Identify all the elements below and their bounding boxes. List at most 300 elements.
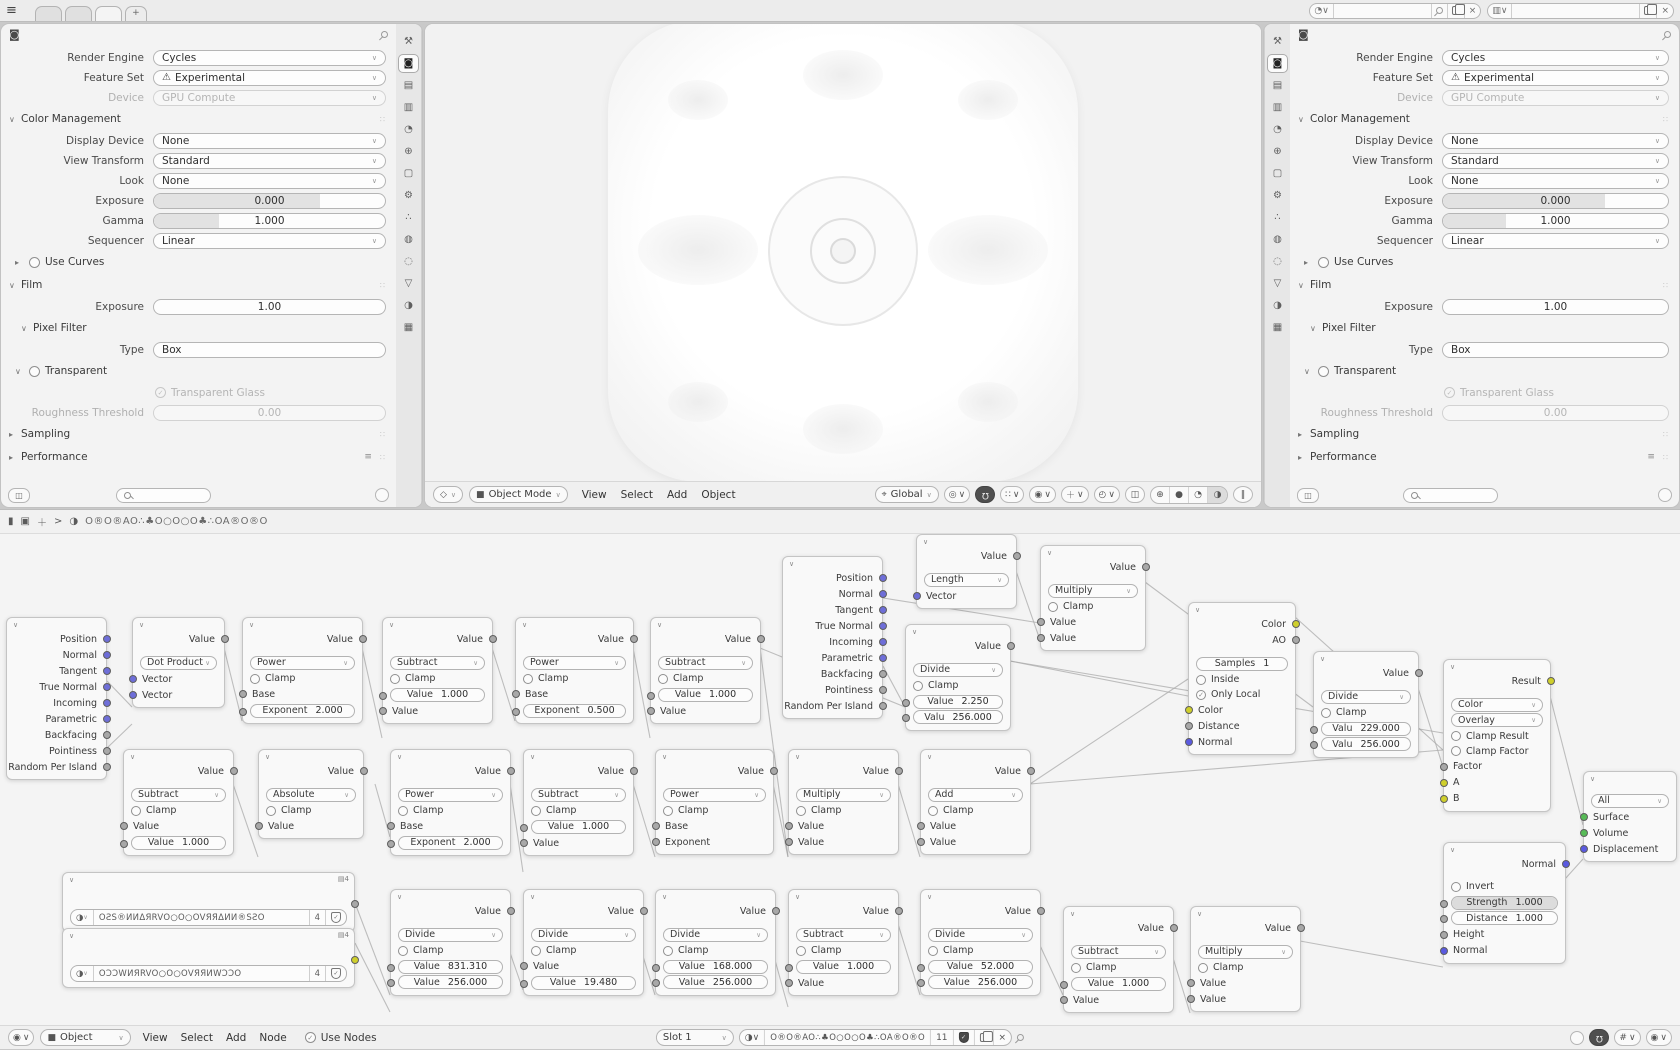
output-socket-value[interactable] [1027,767,1035,775]
collapse-chevron-icon[interactable]: ∨ [69,931,75,940]
section-performance[interactable] [1290,447,1679,467]
collapse-chevron-icon[interactable]: ∨ [789,559,795,568]
menu-object[interactable]: Object [701,488,736,501]
collapse-chevron-icon[interactable]: ∨ [1590,774,1596,783]
section-use-curves[interactable] [1,252,396,272]
input-socket-value[interactable] [520,824,528,832]
properties-tab-material[interactable] [398,296,419,315]
math-divide-node[interactable] [390,889,511,996]
mode-dropdown[interactable]: ■ Object Mode ∨ [469,486,568,503]
datablock-selector[interactable] [70,965,347,982]
shading-material-preview-icon[interactable]: ◔ [1189,487,1208,503]
value-field[interactable] [1071,977,1166,991]
output-socket-value[interactable] [230,767,238,775]
shading-solid-icon[interactable]: ● [1170,487,1189,503]
menu-add[interactable]: Add [667,488,688,501]
output-socket-normal[interactable] [1562,860,1570,868]
output-socket-ao[interactable] [1292,636,1300,644]
input-socket-color[interactable] [1185,706,1193,714]
datablock-node[interactable] [62,928,355,988]
input-socket-value[interactable] [647,707,655,715]
exposure-field[interactable] [153,299,386,315]
checkbox-clamp[interactable] [663,806,673,816]
checkbox-clamp[interactable] [928,946,938,956]
operation-dropdown[interactable] [1451,698,1543,712]
input-socket-value[interactable] [1037,634,1045,642]
scene-copy-icon[interactable] [1448,4,1465,18]
workspace-tab-1[interactable] [35,6,62,21]
type-field[interactable] [1442,342,1669,358]
samples-field[interactable] [1196,657,1288,671]
material-copy-icon[interactable] [975,1030,994,1045]
look-field[interactable] [1442,173,1669,189]
input-socket-vector[interactable] [129,675,137,683]
math-power-node[interactable] [515,617,634,724]
operation-dropdown[interactable] [1198,945,1293,959]
input-socket-value[interactable] [902,699,910,707]
output-socket-pointiness[interactable] [879,686,887,694]
ambient-occlusion-node[interactable] [1188,602,1296,755]
properties-tab-scene[interactable] [1267,120,1288,139]
collapse-chevron-icon[interactable]: ∨ [1450,845,1456,854]
operation-dropdown[interactable] [1321,690,1411,704]
input-socket-normal[interactable] [1185,738,1193,746]
shading-wireframe-icon[interactable]: ⊕ [1151,487,1170,503]
transform-orientation-dropdown[interactable]: ⌖ Global ∨ [875,486,939,503]
output-socket-value[interactable] [895,767,903,775]
input-socket-a[interactable] [1440,779,1448,787]
properties-tab-particles[interactable] [398,208,419,227]
output-socket-value[interactable] [1037,907,1045,915]
exposure-field[interactable] [153,193,386,209]
input-socket-value[interactable] [652,964,660,972]
input-socket-height[interactable] [1440,931,1448,939]
section-sampling[interactable] [1,424,396,444]
collapse-chevron-icon[interactable]: ∨ [1195,605,1201,614]
properties-tab-texture[interactable] [398,318,419,337]
checkbox-inside[interactable] [1196,675,1206,685]
input-socket-exponent[interactable] [239,708,247,716]
input-socket-vector[interactable] [913,592,921,600]
input-socket-surface[interactable] [1580,813,1588,821]
editor-type-dropdown[interactable]: ◇ ∨ [433,486,463,503]
roughness-threshold-field[interactable] [153,405,386,421]
render-engine-field[interactable] [1442,50,1669,66]
valu-field[interactable] [1321,737,1411,751]
shader-type-dropdown[interactable]: ■ Object ∨ [40,1029,130,1046]
math-subtract-node[interactable] [523,749,634,856]
collapse-chevron-icon[interactable]: ∨ [139,620,145,629]
value-field[interactable] [390,688,485,702]
scene-name-field[interactable] [1334,4,1432,18]
roughness-threshold-field[interactable] [1442,405,1669,421]
output-socket-value[interactable] [1297,924,1305,932]
input-socket-valu[interactable] [902,714,910,722]
input-socket-value[interactable] [917,822,925,830]
scene-unlink-icon[interactable]: × [1468,5,1477,16]
input-socket-distance[interactable] [1185,722,1193,730]
math-multiply-node[interactable] [788,749,899,855]
checkbox[interactable] [1318,257,1329,268]
operation-dropdown[interactable] [266,788,356,802]
exposure-field[interactable] [1442,299,1669,315]
menu-select[interactable]: Select [620,488,654,501]
math-divide-node[interactable] [655,889,776,996]
output-socket-value[interactable] [757,635,765,643]
look-field[interactable] [153,173,386,189]
output-socket-value[interactable] [507,907,515,915]
properties-tab-physics[interactable] [398,230,419,249]
math-divide-node[interactable] [1313,651,1419,758]
input-socket-value[interactable] [387,979,395,987]
input-socket-valu[interactable] [1310,741,1318,749]
value-field[interactable] [913,695,1003,709]
exponent-field[interactable] [250,704,355,718]
output-socket-backfacing[interactable] [879,670,887,678]
output-socket-normal[interactable] [103,651,111,659]
operation-dropdown[interactable] [1071,945,1166,959]
collapse-chevron-icon[interactable]: ∨ [522,620,528,629]
checkbox-clamp[interactable] [390,674,400,684]
workspace-tab-3-active[interactable] [95,6,122,21]
viewport-canvas[interactable] [425,24,1261,507]
checkbox-clamp[interactable] [913,681,923,691]
feature-set-field[interactable] [1442,70,1669,86]
output-socket-tangent[interactable] [103,667,111,675]
input-socket-b[interactable] [1440,795,1448,803]
viewport-3d[interactable] [424,23,1262,508]
datablock-name-field[interactable]: OƆƆWИЯRVO○O○OVЯЯИWƆƆO [94,966,310,981]
output-socket-value[interactable] [630,767,638,775]
input-socket-value[interactable] [647,692,655,700]
output-socket-result[interactable] [1547,677,1555,685]
render-engine-field[interactable] [153,50,386,66]
proportional-editing-dropdown[interactable]: ◉ ∨ [1029,486,1055,503]
input-socket-value[interactable] [520,839,528,847]
workspace-tab-2[interactable] [65,6,92,21]
device-field[interactable] [1442,90,1669,106]
input-socket-value[interactable] [785,838,793,846]
input-socket-value[interactable] [520,962,528,970]
input-socket-base[interactable] [512,690,520,698]
checkbox-clamp[interactable] [531,806,541,816]
input-socket-value[interactable] [1187,995,1195,1003]
output-socket-value[interactable] [1007,642,1015,650]
input-socket-base[interactable] [239,690,247,698]
input-socket-exponent[interactable] [387,840,395,848]
checkbox[interactable] [29,366,40,377]
math-subtract-node[interactable] [123,749,234,856]
checkbox-clamp[interactable] [250,674,260,684]
section-performance[interactable] [1,447,396,467]
output-socket-parametric[interactable] [879,654,887,662]
checkbox-clamp[interactable] [1198,963,1208,973]
viewlayer-icon[interactable]: ▥ ∨ [1488,4,1512,18]
properties-tab-view-layer[interactable] [1267,98,1288,117]
math-power-node[interactable] [242,617,363,724]
operation-dropdown[interactable] [1048,584,1138,598]
section-transparent[interactable] [1290,361,1679,381]
output-socket-value[interactable] [895,907,903,915]
snap-magnet-icon[interactable]: Ω [975,486,995,503]
input-socket-value[interactable] [785,979,793,987]
output-socket-random-per-island[interactable] [879,702,887,710]
input-socket-value[interactable] [379,707,387,715]
pin-icon[interactable] [380,29,390,39]
material-output-node[interactable] [1583,771,1677,862]
presets-icon[interactable]: ≡ [1647,452,1655,462]
collapse-chevron-icon[interactable]: ∨ [923,537,929,546]
input-socket-strength[interactable] [1440,900,1448,908]
checkbox-clamp[interactable] [1048,602,1058,612]
operation-dropdown[interactable] [796,788,891,802]
fake-user-shield-icon[interactable]: ✓ [326,966,346,981]
collapse-chevron-icon[interactable]: ∨ [912,627,918,636]
collapse-chevron-icon[interactable]: ∨ [657,620,663,629]
value-field[interactable] [531,820,626,834]
operation-dropdown[interactable] [398,928,503,942]
add-workspace-tab[interactable]: + [125,6,147,21]
value-field[interactable] [131,836,226,850]
fake-user-shield-icon[interactable]: ✓ [326,910,346,925]
properties-tab-texture[interactable] [1267,318,1288,337]
input-socket-value[interactable] [917,838,925,846]
math-divide-node[interactable] [920,889,1041,996]
display-device-field[interactable] [153,133,386,149]
collapse-chevron-icon[interactable]: ∨ [530,892,536,901]
menu-add[interactable]: Add [226,1031,247,1044]
properties-tab-world[interactable] [398,142,419,161]
valu-field[interactable] [1321,722,1411,736]
section-film[interactable] [1,275,396,295]
properties-tab-physics[interactable] [1267,230,1288,249]
section-pixel-filter[interactable] [1,318,396,338]
properties-tab-output[interactable] [398,76,419,95]
datablock-users-count[interactable]: 4 [310,966,326,981]
output-socket-parametric[interactable] [103,715,111,723]
node-canvas[interactable] [0,534,1680,1025]
collapse-chevron-icon[interactable]: ∨ [265,752,271,761]
output-socket[interactable] [351,956,359,964]
material-unlink-icon[interactable]: × [998,1032,1007,1043]
valu-field[interactable] [913,710,1003,724]
properties-tab-constraints[interactable] [1267,252,1288,271]
output-socket-value[interactable] [360,767,368,775]
checkbox-only-local[interactable]: ✓ [1196,690,1206,700]
collapse-chevron-icon[interactable]: ∨ [1070,909,1076,918]
device-field[interactable] [153,90,386,106]
output-socket-incoming[interactable] [879,638,887,646]
operation-dropdown[interactable] [1451,713,1543,727]
datablock-icon[interactable]: ◑ ∨ [71,966,94,981]
datablock-selector[interactable] [70,909,347,926]
output-socket-incoming[interactable] [103,699,111,707]
operation-dropdown[interactable] [131,788,226,802]
use-nodes-checkbox[interactable]: ✓ Use Nodes [303,1032,377,1044]
operation-dropdown[interactable] [523,656,626,670]
output-socket-value[interactable] [221,635,229,643]
section-pixel-filter[interactable] [1290,318,1679,338]
input-socket-value[interactable] [387,964,395,972]
properties-tab-tool[interactable] [1267,32,1288,51]
properties-tab-scene[interactable] [398,120,419,139]
search-input[interactable] [116,488,211,503]
output-socket-value[interactable] [1142,563,1150,571]
fake-user-shield-icon[interactable]: ✓ [954,1030,975,1045]
output-socket-value[interactable] [507,767,515,775]
checkbox-clamp[interactable] [131,806,141,816]
input-socket-value[interactable] [917,964,925,972]
input-socket-value[interactable] [652,979,660,987]
output-socket-pointiness[interactable] [103,747,111,755]
input-socket-exponent[interactable] [652,838,660,846]
output-socket-value[interactable] [630,635,638,643]
collapse-chevron-icon[interactable]: ∨ [662,752,668,761]
snap-target-dropdown[interactable]: # ∨ [1614,1029,1640,1046]
input-socket-value[interactable] [1187,979,1195,987]
section-sampling[interactable] [1290,424,1679,444]
section-film[interactable] [1290,275,1679,295]
properties-tab-output[interactable] [1267,76,1288,95]
collapse-chevron-icon[interactable]: ∨ [927,892,933,901]
input-socket-exponent[interactable] [512,708,520,716]
datablock-name-field[interactable]: OƧS®ИИΔЯRVO○O○OVЯЯΔИИ®SƧO [94,910,310,925]
input-socket-value[interactable] [120,822,128,830]
checkbox-transparent-glass[interactable]: ✓ [1444,387,1455,398]
scene-icon[interactable]: ◔ ∨ [1310,4,1333,18]
collapse-chevron-icon[interactable]: ∨ [397,752,403,761]
input-socket-volume[interactable] [1580,829,1588,837]
output-socket-value[interactable] [1013,552,1021,560]
checkbox[interactable] [29,257,40,268]
viewlayer-remove-icon[interactable]: × [1661,5,1669,16]
exponent-field[interactable] [523,704,626,718]
properties-tab-particles[interactable] [1267,208,1288,227]
snap-settings-dropdown[interactable]: ∷ ∨ [1000,486,1024,503]
operation-dropdown[interactable] [531,788,626,802]
menu-node[interactable]: Node [259,1031,287,1044]
strength-field[interactable] [1451,896,1558,910]
input-socket-value[interactable] [1060,981,1068,989]
properties-tab-world[interactable] [1267,142,1288,161]
collapse-chevron-icon[interactable]: ∨ [795,752,801,761]
bump-node[interactable] [1443,842,1566,964]
value-field[interactable] [928,960,1033,974]
checkbox[interactable] [1318,366,1329,377]
checkbox-clamp-result[interactable] [1451,731,1461,741]
app-menu-icon[interactable]: ≡ [6,3,17,18]
checkbox-clamp[interactable] [796,806,806,816]
section-use-curves[interactable] [1290,252,1679,272]
collapse-chevron-icon[interactable]: ∨ [397,892,403,901]
output-socket-backfacing[interactable] [103,731,111,739]
value-field[interactable] [658,688,753,702]
section-transparent[interactable] [1,361,396,381]
sequencer-field[interactable] [153,233,386,249]
math-absolute-node[interactable] [258,749,364,839]
operation-dropdown[interactable] [663,788,766,802]
properties-tab-modifiers[interactable] [1267,186,1288,205]
output-socket-value[interactable] [1170,924,1178,932]
output-socket-normal[interactable] [879,590,887,598]
output-socket-value[interactable] [1415,669,1423,677]
feature-set-field[interactable] [153,70,386,86]
collapse-chevron-icon[interactable]: ∨ [1450,662,1456,671]
input-socket-value[interactable] [379,692,387,700]
gamma-field[interactable] [1442,213,1669,229]
properties-tab-view-layer[interactable] [398,98,419,117]
value-field[interactable] [928,975,1033,989]
exposure-field[interactable] [1442,193,1669,209]
collapse-chevron-icon[interactable]: ∨ [795,892,801,901]
distance-field[interactable] [1451,911,1558,925]
collapse-chevron-icon[interactable]: ∨ [13,620,19,629]
operation-dropdown[interactable] [390,656,485,670]
math-add-node[interactable] [920,749,1031,855]
input-socket-value[interactable] [1060,996,1068,1004]
input-socket-base[interactable] [652,822,660,830]
value-field[interactable] [531,976,636,990]
gamma-field[interactable] [153,213,386,229]
xray-toggle-icon[interactable]: ◫ [1125,486,1145,503]
math-power-node[interactable] [390,749,511,856]
input-socket-normal[interactable] [1440,947,1448,955]
pause-render-button[interactable]: ‖ [1233,486,1253,503]
editor-type-dropdown[interactable]: ◉ ∨ [8,1029,34,1046]
collapse-chevron-icon[interactable]: ∨ [389,620,395,629]
view-transform-field[interactable] [153,153,386,169]
slot-dropdown[interactable]: Slot 1 ∨ [656,1029,734,1046]
input-socket-vector[interactable] [129,691,137,699]
input-socket-value[interactable] [255,822,263,830]
collapse-chevron-icon[interactable]: ∨ [1197,909,1203,918]
viewlayer-name-field[interactable] [1512,4,1640,18]
input-socket-factor[interactable] [1440,763,1448,771]
viewlayer-selector[interactable] [1487,3,1674,19]
math-divide-node[interactable] [523,889,644,996]
output-socket-value[interactable] [359,635,367,643]
checkbox-clamp[interactable] [658,674,668,684]
show-gizmo-dropdown[interactable]: ＋ ∨ [1061,486,1089,503]
output-socket-value[interactable] [770,767,778,775]
checkbox-clamp[interactable] [531,946,541,956]
datablock-node[interactable] [62,872,355,932]
math-divide-node[interactable] [905,624,1011,731]
collapse-chevron-icon[interactable]: ∨ [1320,654,1326,663]
operation-dropdown[interactable] [928,928,1033,942]
menu-view[interactable]: View [142,1031,168,1044]
value-field[interactable] [398,960,503,974]
presets-icon[interactable]: ≡ [364,452,372,462]
checkbox-invert[interactable] [1451,882,1461,892]
operation-dropdown[interactable] [924,573,1009,587]
output-socket-true-normal[interactable] [103,683,111,691]
input-socket-base[interactable] [387,822,395,830]
exponent-field[interactable] [398,836,503,850]
output-socket-random-per-island[interactable] [103,763,111,771]
properties-tab-constraints[interactable] [398,252,419,271]
viewlayer-copy-icon[interactable] [1640,4,1657,18]
type-field[interactable] [153,342,386,358]
properties-tab-object-data[interactable] [1267,274,1288,293]
input-socket-value[interactable] [785,822,793,830]
input-socket-displacement[interactable] [1580,845,1588,853]
search-input[interactable] [1403,488,1498,503]
options-button[interactable] [1658,488,1672,502]
menu-view[interactable]: View [581,488,607,501]
checkbox-clamp[interactable] [523,674,533,684]
output-socket-position[interactable] [103,635,111,643]
